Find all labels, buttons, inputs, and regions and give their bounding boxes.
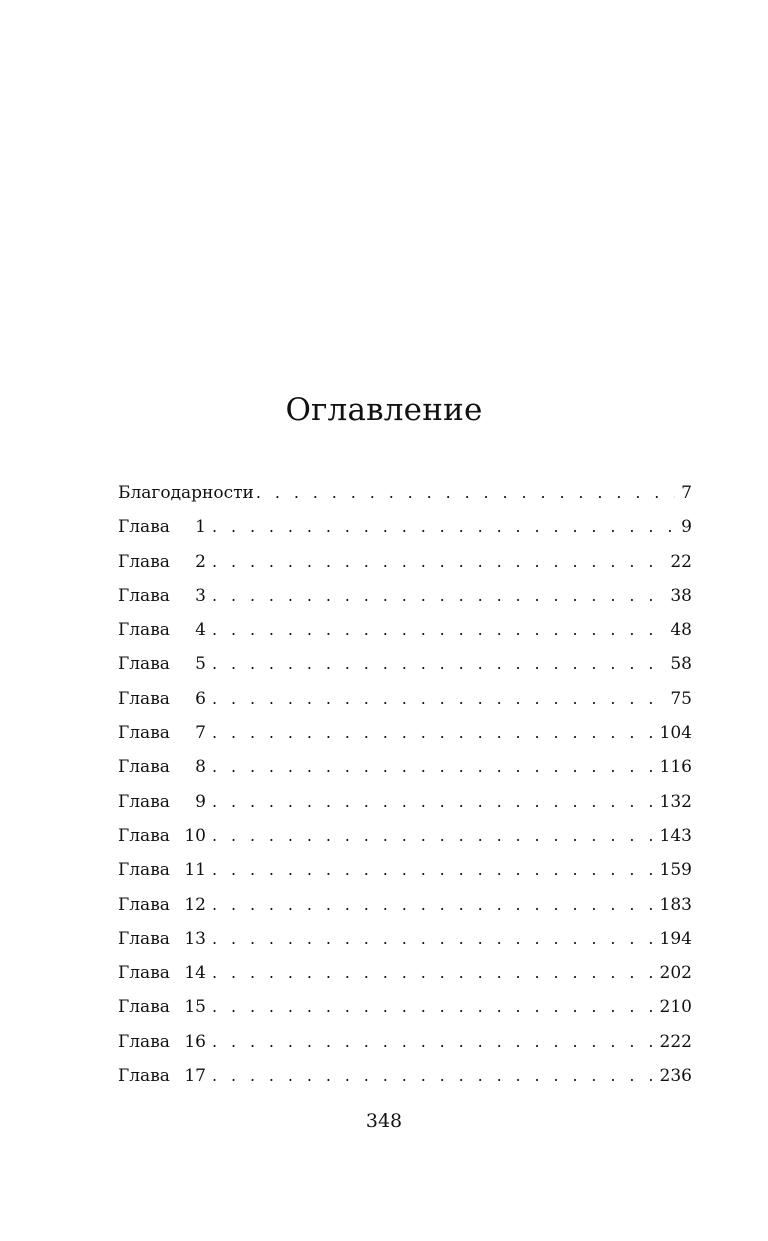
chapter-word: Глава bbox=[118, 654, 170, 675]
chapter-word: Глава bbox=[118, 517, 170, 538]
chapter-word: Глава bbox=[118, 620, 170, 641]
chapter-number: 8 bbox=[195, 757, 206, 778]
toc-entry-chapter-12[interactable] bbox=[118, 888, 692, 922]
toc-entry-chapter-1[interactable] bbox=[118, 510, 692, 544]
toc-entry-label bbox=[118, 990, 206, 1024]
toc-entry-label bbox=[118, 682, 206, 716]
toc-entry-chapter-4[interactable] bbox=[118, 613, 692, 647]
toc-entry-chapter-11[interactable] bbox=[118, 853, 692, 887]
toc-entry-label bbox=[118, 647, 206, 681]
toc-entry-page: 194 bbox=[659, 928, 692, 949]
chapter-number: 17 bbox=[184, 1066, 206, 1087]
dot-leader bbox=[212, 750, 654, 784]
chapter-number: 4 bbox=[195, 620, 206, 641]
toc-entry-page: 9 bbox=[681, 517, 692, 538]
chapter-word: Глава bbox=[118, 860, 170, 881]
page-title: Оглавление bbox=[285, 392, 483, 428]
dot-leader bbox=[212, 853, 654, 887]
chapter-number: 14 bbox=[184, 963, 206, 984]
dot-leader bbox=[212, 682, 664, 716]
toc-entry-page: 22 bbox=[670, 551, 692, 572]
chapter-word: Глава bbox=[118, 551, 170, 572]
chapter-number: 5 bbox=[195, 654, 206, 675]
toc-entry-page: 143 bbox=[659, 825, 692, 846]
chapter-word: Глава bbox=[118, 723, 170, 744]
toc-entry-chapter-16[interactable] bbox=[118, 1025, 692, 1059]
dot-leader bbox=[212, 956, 654, 990]
chapter-number: 1 bbox=[195, 517, 206, 538]
page-number: 348 bbox=[365, 1110, 403, 1132]
toc-entry-page: 58 bbox=[670, 654, 692, 675]
toc-entry-page: 132 bbox=[659, 791, 692, 812]
dot-leader bbox=[212, 716, 654, 750]
toc-entry-label bbox=[118, 853, 206, 887]
dot-leader bbox=[212, 1025, 654, 1059]
dot-leader bbox=[212, 510, 675, 544]
chapter-word: Глава bbox=[118, 791, 170, 812]
toc-entry-label bbox=[118, 613, 206, 647]
chapter-number: 9 bbox=[195, 791, 206, 812]
toc-entry-page: 75 bbox=[670, 688, 692, 709]
table-of-contents bbox=[118, 476, 692, 1093]
toc-entry-label bbox=[118, 1059, 206, 1093]
toc-entry-label bbox=[118, 545, 206, 579]
toc-entry-label: Благодарности bbox=[118, 483, 254, 503]
toc-entry-label bbox=[118, 579, 206, 613]
toc-entry-chapter-2[interactable] bbox=[118, 545, 692, 579]
toc-entry-page: 222 bbox=[659, 1031, 692, 1052]
toc-entry-chapter-6[interactable] bbox=[118, 682, 692, 716]
toc-entry-page: 210 bbox=[659, 997, 692, 1018]
dot-leader bbox=[212, 785, 654, 819]
toc-entry-chapter-8[interactable] bbox=[118, 750, 692, 784]
toc-entry-page: 116 bbox=[659, 757, 692, 778]
dot-leader bbox=[212, 579, 664, 613]
toc-entry-acknowledgements[interactable] bbox=[118, 476, 692, 510]
toc-entry-label bbox=[118, 922, 206, 956]
chapter-number: 15 bbox=[184, 997, 206, 1018]
dot-leader bbox=[212, 990, 654, 1024]
dot-leader bbox=[212, 819, 654, 853]
toc-entry-page: 202 bbox=[659, 963, 692, 984]
toc-entry-chapter-3[interactable] bbox=[118, 579, 692, 613]
toc-entry-chapter-15[interactable] bbox=[118, 990, 692, 1024]
toc-entry-page: 104 bbox=[659, 723, 692, 744]
toc-entry-page: 236 bbox=[659, 1066, 692, 1087]
toc-entry-page: 7 bbox=[681, 483, 692, 503]
toc-entry-chapter-7[interactable] bbox=[118, 716, 692, 750]
toc-entry-page: 183 bbox=[659, 894, 692, 915]
chapter-number: 3 bbox=[195, 585, 206, 606]
toc-entry-chapter-5[interactable] bbox=[118, 647, 692, 681]
toc-entry-chapter-10[interactable] bbox=[118, 819, 692, 853]
toc-entry-label bbox=[118, 819, 206, 853]
dot-leader bbox=[212, 545, 664, 579]
dot-leader bbox=[212, 613, 664, 647]
chapter-number: 13 bbox=[184, 928, 206, 949]
toc-entry-chapter-17[interactable] bbox=[118, 1059, 692, 1093]
chapter-word: Глава bbox=[118, 928, 170, 949]
toc-entry-label bbox=[118, 750, 206, 784]
chapter-word: Глава bbox=[118, 1066, 170, 1087]
toc-entry-label bbox=[118, 716, 206, 750]
chapter-number: 10 bbox=[184, 825, 206, 846]
chapter-word: Глава bbox=[118, 1031, 170, 1052]
dot-leader bbox=[212, 1059, 654, 1093]
toc-entry-chapter-9[interactable] bbox=[118, 785, 692, 819]
chapter-word: Глава bbox=[118, 688, 170, 709]
toc-entry-page: 38 bbox=[670, 585, 692, 606]
chapter-number: 16 bbox=[184, 1031, 206, 1052]
chapter-word: Глава bbox=[118, 757, 170, 778]
chapter-word: Глава bbox=[118, 585, 170, 606]
toc-entry-label bbox=[118, 1025, 206, 1059]
chapter-word: Глава bbox=[118, 963, 170, 984]
chapter-number: 2 bbox=[195, 551, 206, 572]
dot-leader bbox=[212, 922, 654, 956]
chapter-number: 12 bbox=[184, 894, 206, 915]
dot-leader bbox=[212, 647, 664, 681]
toc-entry-page: 159 bbox=[659, 860, 692, 881]
toc-entry-label bbox=[118, 888, 206, 922]
chapter-word: Глава bbox=[118, 997, 170, 1018]
toc-entry-chapter-14[interactable] bbox=[118, 956, 692, 990]
chapter-word: Глава bbox=[118, 894, 170, 915]
chapter-number: 7 bbox=[195, 723, 206, 744]
chapter-number: 6 bbox=[195, 688, 206, 709]
toc-entry-label bbox=[118, 785, 206, 819]
toc-entry-label bbox=[118, 956, 206, 990]
dot-leader bbox=[256, 476, 675, 510]
toc-entry-chapter-13[interactable] bbox=[118, 922, 692, 956]
chapter-number: 11 bbox=[184, 860, 206, 881]
toc-entry-label bbox=[118, 510, 206, 544]
toc-entry-page: 48 bbox=[670, 620, 692, 641]
chapter-word: Глава bbox=[118, 825, 170, 846]
dot-leader bbox=[212, 888, 654, 922]
